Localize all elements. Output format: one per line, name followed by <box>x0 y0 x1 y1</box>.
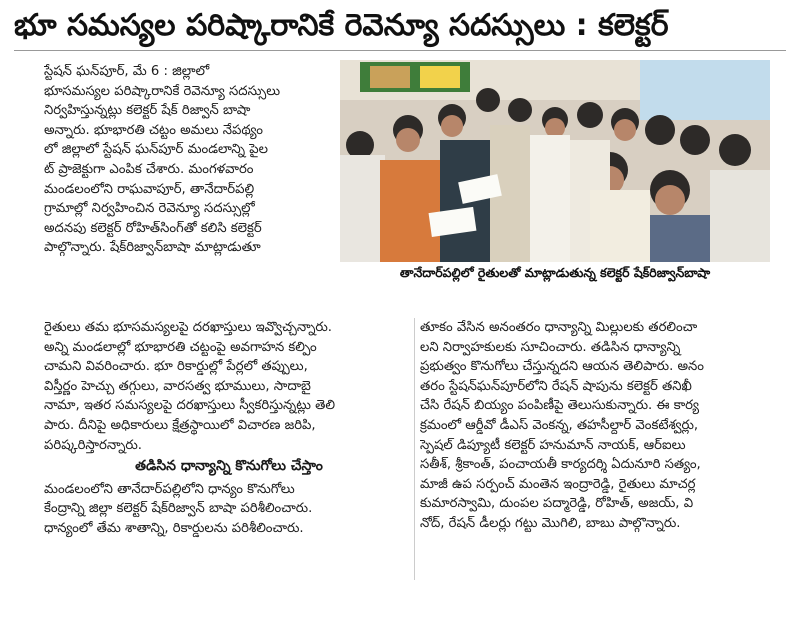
news-photo-illustration <box>340 60 770 262</box>
article-column-left-bottom <box>44 318 414 539</box>
headline: భూ సమస్యల పరిష్కారానికే రెవెన్యూ సదస్సులు : కలెక్టర్ <box>14 8 669 43</box>
article-line: ప్రభుత్వం కొనుగోలు చేస్తున్నదని ఆయన తెలిపారు. అనం <box>420 359 704 375</box>
article-line: విస్తీర్ణం హెచ్చు తగ్గులు, వారసత్వ భూములు, సాదాబై <box>44 378 311 394</box>
article-line: లో జిల్లాలో స్టేషన్ ఘన్‌పూర్ మండలాన్ని పైల <box>44 142 269 158</box>
article-line: మండలంలోని రాఘవాపూర్, తానేదార్‌పల్లి <box>44 181 255 197</box>
article-line: మాజీ ఉప సర్పంచ్ మంతెన ఇంద్రారెడ్డి, రైతులు మాచర్ల <box>420 476 696 492</box>
article-column-left-top <box>44 62 336 258</box>
article-line: గ్రామాల్లో నిర్వహించిన రెవెన్యూ సదస్సుల్లో <box>44 201 255 217</box>
article-line: రైతులు తమ భూసమస్యలపై దరఖాస్తులు ఇవ్వొచ్చన్నారు. <box>44 320 332 335</box>
article-line: సతీశ్, శ్రీకాంత్, పంచాయతీ కార్యదర్శి ఏదునూరి సత్యం, <box>420 457 701 473</box>
article-subheading: తడిసిన ధాన్యాన్ని కొనుగోలు చేస్తాం <box>135 458 323 475</box>
article-line: కుమారస్వామి, దుంపల పద్మారెడ్డి, రోహిత్, అజయ్, వి <box>420 496 694 512</box>
article-line: నిర్వహిస్తున్నట్లు కలెక్టర్ షేక్ రిజ్వాన్ బాషా <box>44 103 251 119</box>
article-line: అన్ని మండలాల్లో భూభారతి చట్టంపై అవగాహన కల్పిం <box>44 339 317 355</box>
article-line: చామని వివరించారు. భూ రికార్డుల్లో పేర్లలో తప్పులు, <box>44 359 308 375</box>
article-line: కేంద్రాన్ని జిల్లా కలెక్టర్ షేక్‌రిజ్వాన్ బాషా పరిశీలించారు. <box>44 501 313 517</box>
article-line: స్పెషల్ డిప్యూటీ కలెక్టర్ హనుమాన్ నాయక్, ఆర్ఐలు <box>420 437 686 453</box>
article-line: లని నిర్వాహకులకు సూచించారు. తడిసిన ధాన్యాన్ని <box>420 339 681 355</box>
news-photo <box>340 60 770 262</box>
article-line: ట్ ప్రాజెక్టుగా ఎంపిక చేశారు. మంగళవారం <box>44 161 254 177</box>
article-line: చేసి రేషన్ బియ్యం పంపిణీపై తెలుసుకున్నారు. ఈ కార్య <box>420 398 699 414</box>
article-line: అదనపు కలెక్టర్ రోహిత్‌సింగ్‌తో కలిసి కలెక్టర్ <box>44 220 262 236</box>
article-line: మండలంలోని తానేదార్‌పల్లిలోని ధాన్యం కొనుగోలు <box>44 481 295 497</box>
article-line: నోద్, రేషన్ డీలర్లు గట్టు మొగిలి, బాబు పాల్గొన్నారు. <box>420 515 681 531</box>
article-column-right <box>420 318 772 534</box>
article-line: పారు. దీనిపై అధికారులు క్షేత్రస్థాయిలో విచారణ జరిపి, <box>44 417 316 433</box>
article-line: క్రమంలో ఆర్డీవో డీఎస్ వెంకన్న, తహసీల్దార్ వెంకటేశ్వర్లు, <box>420 417 699 433</box>
article-line: ధాన్యంలో తేమ శాతాన్ని, రికార్డులను పరిశీలించారు. <box>44 520 304 536</box>
headline-divider <box>14 50 786 51</box>
article-line: పరిష్కరిస్తారన్నారు. <box>44 437 142 453</box>
article-line: తూకం వేసిన అనంతరం ధాన్యాన్ని మిల్లులకు తరలించా <box>420 320 698 335</box>
article-line: పాల్గొన్నారు. షేక్‌రిజ్వాన్‌బాషా మాట్లాడుతూ <box>44 240 261 256</box>
article-line: తరం స్టేషన్‌ఘన్‌పూర్‌లోని రేషన్ షాపును కలెక్టర్ తనిఖీ <box>420 378 692 394</box>
article-line: నామా, ఇతర సమస్యలపై దరఖాస్తులు స్వీకరిస్తున్నట్లు తెలి <box>44 398 336 414</box>
article-line: స్టేషన్ ఘన్‌పూర్, మే 6 : జిల్లాలో <box>44 64 210 79</box>
article-line: భూసమస్యల పరిష్కారానికే రెవెన్యూ సదస్సులు <box>44 83 281 99</box>
column-divider <box>414 318 415 580</box>
photo-caption: తానేదార్‌పల్లిలో రైతులతో మాట్లాడుతున్న కలెక్టర్ షేక్‌రిజ్వాన్‌బాషా <box>340 262 770 284</box>
article-line: అన్నారు. భూభారతి చట్టం అమలు నేపథ్యం <box>44 122 263 138</box>
